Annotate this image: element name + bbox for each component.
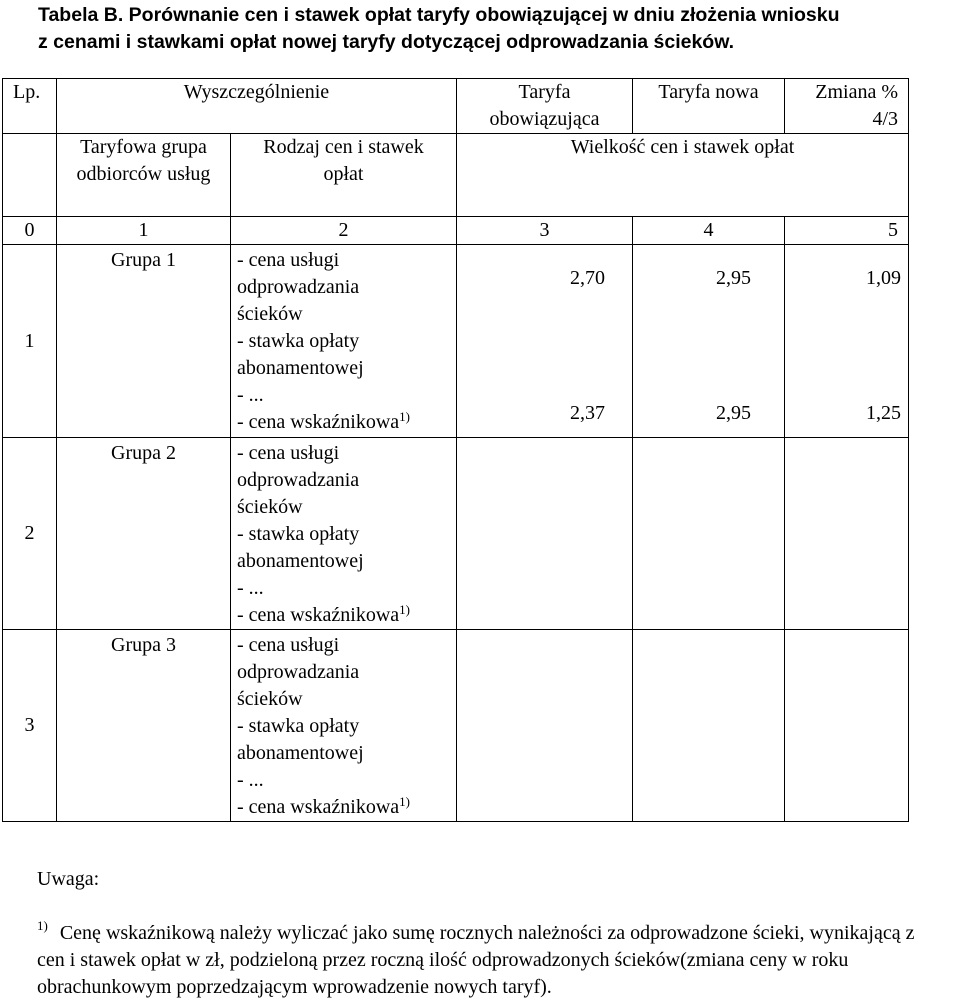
- table-title: [38, 2, 938, 56]
- table-row: [3, 245, 909, 438]
- footnote-mark: 1): [399, 602, 410, 617]
- kind-line: - ...: [237, 577, 264, 599]
- footnote-mark: 1): [399, 794, 410, 809]
- row-group: Grupa 1: [57, 245, 231, 438]
- kind-line: odprowadzania: [237, 276, 360, 298]
- header-rodzaj: Rodzaj cen i stawek opłat: [231, 134, 457, 217]
- value-cell-new: [633, 438, 785, 630]
- row-lp: 3: [3, 630, 57, 822]
- header-taryfa-nowa: Taryfa nowa: [633, 79, 785, 134]
- column-number: 0: [3, 217, 57, 245]
- footnote-text: Cenę wskaźnikową należy wyliczać jako sumę rocznych należności za odprowadzone ścieki, wynikającą z cen i stawek opłat w zł, podzieloną przez roczną ilość odprowadzonych ścieków(zmiana ceny w roku obrachunkowym poprzedzającym wprowadzenie nowych taryf).: [37, 922, 915, 998]
- kind-line: - ...: [237, 769, 264, 791]
- column-number-row: [3, 217, 909, 245]
- kind-line: ścieków: [237, 688, 303, 710]
- kind-line: - stawka opłaty: [237, 715, 360, 737]
- header-lp: Lp.: [3, 79, 57, 134]
- kind-line: - cena usługi: [237, 442, 340, 464]
- value-change-wskaznikowa: 1,25: [866, 402, 901, 424]
- kind-line-indicator: - cena wskaźnikowa$^{1)}$: [237, 409, 410, 433]
- title-line-1: Tabela B. Porównanie cen i stawek opłat taryfy obowiązującej w dniu złożenia wniosku: [38, 4, 840, 26]
- column-number: 4: [633, 217, 785, 245]
- kind-line: - stawka opłaty: [237, 523, 360, 545]
- footnote: [37, 920, 937, 1001]
- kind-line: odprowadzania: [237, 661, 360, 683]
- column-number: 5: [785, 217, 909, 245]
- kind-line: abonamentowej: [237, 550, 364, 572]
- row-group: Grupa 2: [57, 438, 231, 630]
- header-grupa: Taryfowa grupa odbiorców usług: [57, 134, 231, 217]
- footnote-note-mark: 1): [37, 918, 48, 933]
- footnote-mark: 1): [399, 409, 410, 424]
- column-number: 3: [457, 217, 633, 245]
- row-lp: 1: [3, 245, 57, 438]
- value-new-usluga: 2,95: [716, 267, 751, 289]
- kind-line: ścieków: [237, 303, 303, 325]
- uwaga-label: Uwaga:: [37, 868, 100, 890]
- table-row: [3, 630, 909, 822]
- title-line-2: z cenami i stawkami opłat nowej taryfy dotyczącej odprowadzania ścieków.: [38, 31, 735, 53]
- kind-line: - cena usługi: [237, 634, 340, 656]
- kind-line: - stawka opłaty: [237, 330, 360, 352]
- value-change-usluga: 1,09: [866, 267, 901, 289]
- kind-line: - cena usługi: [237, 249, 340, 271]
- row-kind-list: [231, 245, 457, 438]
- header-wielkosc: Wielkość cen i stawek opłat: [457, 134, 909, 217]
- value-cell-new: [633, 245, 785, 438]
- column-number: 1: [57, 217, 231, 245]
- header-zmiana: Zmiana % 4/3: [785, 79, 909, 134]
- kind-line: - ...: [237, 384, 264, 406]
- table-row: [3, 438, 909, 630]
- value-cell-change: [785, 630, 909, 822]
- row-lp: 2: [3, 438, 57, 630]
- kind-line: abonamentowej: [237, 742, 364, 764]
- value-cell-current: [457, 245, 633, 438]
- column-number: 2: [231, 217, 457, 245]
- value-current-wskaznikowa: 2,37: [570, 402, 605, 424]
- value-cell-current: [457, 630, 633, 822]
- header-row-2: [3, 134, 909, 217]
- value-cell-new: [633, 630, 785, 822]
- kind-line-indicator: - cena wskaźnikowa$^{1)}$: [237, 794, 410, 818]
- value-current-usluga: 2,70: [570, 267, 605, 289]
- kind-line: ścieków: [237, 496, 303, 518]
- header-row-1: [3, 79, 909, 134]
- header-taryfa-obowiazujaca: Taryfa obowiązująca: [457, 79, 633, 134]
- header-wyszczegolnienie: Wyszczególnienie: [57, 79, 457, 134]
- kind-line: abonamentowej: [237, 357, 364, 379]
- value-new-wskaznikowa: 2,95: [716, 402, 751, 424]
- row-kind-list: [231, 438, 457, 630]
- value-cell-current: [457, 438, 633, 630]
- header-lp-continued: [3, 134, 57, 217]
- row-group: Grupa 3: [57, 630, 231, 822]
- value-cell-change: [785, 438, 909, 630]
- tariff-comparison-table: [2, 78, 909, 822]
- row-kind-list: [231, 630, 457, 822]
- kind-line: odprowadzania: [237, 469, 360, 491]
- kind-line-indicator: - cena wskaźnikowa$^{1)}$: [237, 602, 410, 626]
- value-cell-change: [785, 245, 909, 438]
